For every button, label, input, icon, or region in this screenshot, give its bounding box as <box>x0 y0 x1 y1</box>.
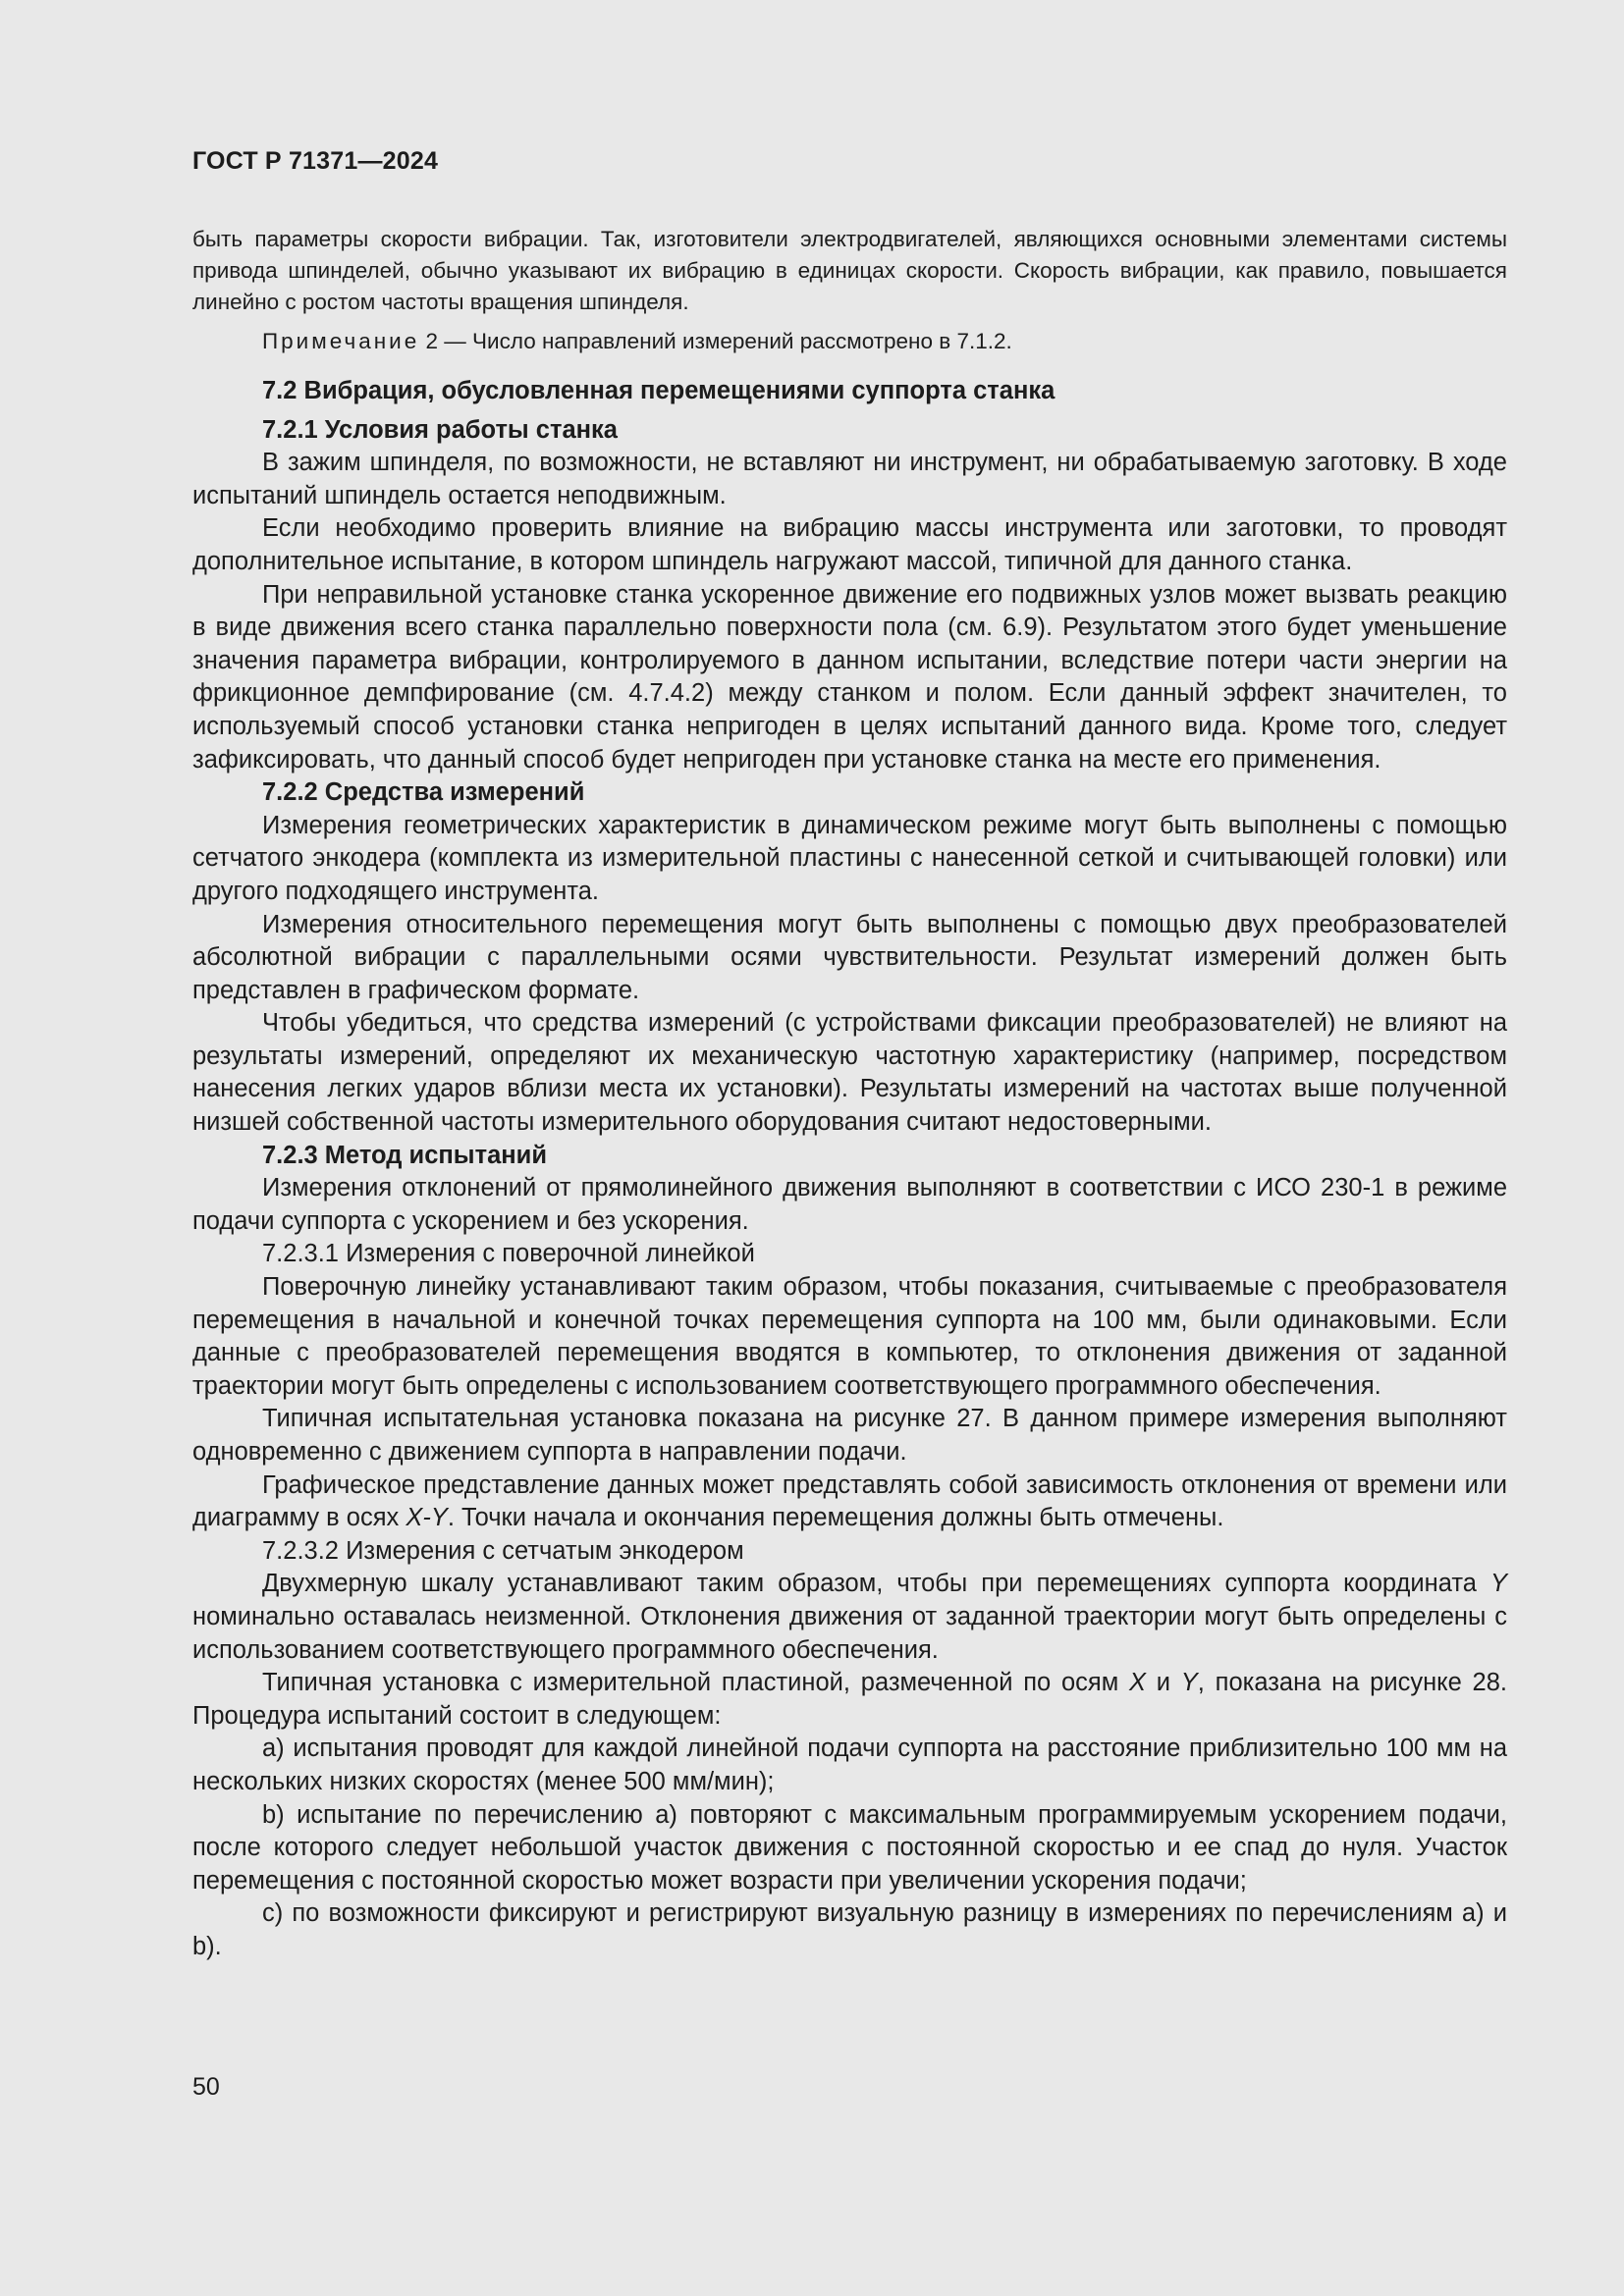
paragraph: Если необходимо проверить влияние на вибрацию массы инструмента или заготовки, то проводят дополнительное испытание, в котором шпиндель нагружают массой, типичной для данного станка. <box>192 514 1507 575</box>
document-code-header: ГОСТ Р 71371—2024 <box>192 147 439 175</box>
text-run: Типичная установка с измерительной пластиной, размеченной по осям <box>262 1669 1129 1697</box>
axis-label: X <box>1129 1669 1147 1697</box>
note <box>192 326 1507 357</box>
axis-label: Y <box>1489 1570 1507 1598</box>
paragraph: Чтобы убедиться, что средства измерений (с устройствами фиксации преобразователей) не влияют на результаты измерений, определяют их механическую частотную характеристику (например, посредством нанесения легких ударов вблизи места их установки). Результаты измерений на частотах выше полученной низшей собственной частоты измерительного оборудования считают недостоверными. <box>192 1009 1507 1137</box>
paragraph: При неправильной установке станка ускоренное движение его подвижных узлов может вызвать реакцию в виде движения всего станка параллельно поверхности пола (см. 6.9). Результатом этого будет уменьшение значения параметра вибрации, контролируемого в данном испытании, вследствие потери части энергии на фрикционное демпфирование (см. 4.7.4.2) между станком и полом. Если данный эффект значителен, то используемый способ установки станка непригоден в целях испытаний данного вида. Кроме того, следует зафиксировать, что данный способ будет непригоден при установке станка на месте его применения. <box>192 580 1507 774</box>
text-run: , показана на рисунке 28. Процедура испытаний состоит в следующем: <box>192 1669 1507 1730</box>
text-run: Графическое представление данных может представлять собой зависимость отклонения от времени или диаграмму в осях <box>192 1470 1507 1532</box>
section-7-2-3-1-heading: 7.2.3.1 Измерения с поверочной линейкой <box>262 1240 755 1268</box>
section-7-2-3-heading: 7.2.3 Метод испытаний <box>262 1141 548 1169</box>
list-item-a: a) испытания проводят для каждой линейной подачи суппорта на расстояние приблизительно 100 мм на нескольких низких скоростях (менее 500 мм/мин); <box>192 1735 1507 1795</box>
text-run: . Точки начала и окончания перемещения должны быть отмечены. <box>447 1504 1224 1532</box>
section-7-2-heading: 7.2 Вибрация, обусловленная перемещениями суппорта станка <box>262 377 1056 404</box>
page-content <box>192 224 1507 1964</box>
paragraph: В зажим шпинделя, по возможности, не вставляют ни инструмент, ни обрабатываемую заготовку. В ходе испытаний шпиндель остается неподвижным. <box>192 449 1507 509</box>
axis-label: Y <box>1180 1669 1198 1697</box>
paragraph: Поверочную линейку устанавливают таким образом, чтобы показания, считываемые с преобразователя перемещения в начальной и конечной точках перемещения суппорта на 100 мм, были одинаковыми. Если данные с преобразователей перемещения вводятся в компьютер, то отклонения движения от заданной траектории могут быть определены с использованием соответствующего программного обеспечения. <box>192 1273 1507 1400</box>
paragraph <box>192 1667 1507 1733</box>
list-item-c: c) по возможности фиксируют и регистрируют визуальную разницу в измерениях по перечислениям а) и b). <box>192 1899 1507 1960</box>
paragraph <box>192 1568 1507 1667</box>
paragraph: Измерения геометрических характеристик в динамическом режиме могут быть выполнены с помощью сетчатого энкодера (комплекта из измерительной пластины с нанесенной сеткой и считывающей головки) или другого подходящего инструмента. <box>192 811 1507 905</box>
note-text: 2 — Число направлений измерений рассмотрено в 7.1.2. <box>419 329 1012 353</box>
paragraph: Типичная испытательная установка показана на рисунке 27. В данном примере измерения выполняют одновременно с движением суппорта в направлении подачи. <box>192 1405 1507 1466</box>
text-run: номинально оставалась неизменной. Отклонения движения от заданной траектории могут быть определены с использованием соответствующего программного обеспечения. <box>192 1602 1507 1664</box>
paragraph: Измерения отклонений от прямолинейного движения выполняют в соответствии с ИСО 230-1 в режиме подачи суппорта с ускорением и без ускорения. <box>192 1174 1507 1235</box>
list-item-b: b) испытание по перечислению а) повторяют с максимальным программируемым ускорением подачи, после которого следует небольшой участок движения с постоянной скоростью и ее спад до нуля. Участок перемещения с постоянной скоростью может возрасти при увеличении ускорения подачи; <box>192 1800 1507 1895</box>
text-run: Двухмерную шкалу устанавливают таким образом, чтобы при перемещениях суппорта координата <box>262 1570 1490 1598</box>
note-label: Примечание <box>262 329 420 353</box>
section-7-2-2-heading: 7.2.2 Средства измерений <box>262 778 585 807</box>
section-7-2-3-2-heading: 7.2.3.2 Измерения с сетчатым энкодером <box>262 1536 744 1565</box>
intro-paragraph: быть параметры скорости вибрации. Так, изготовители электродвигателей, являющихся основными элементами системы привода шпинделей, обычно указывают их вибрацию в единицах скорости. Скорость вибрации, как правило, повышается линейно с ростом частоты вращения шпинделя. <box>192 227 1507 314</box>
text-run: и <box>1146 1669 1181 1697</box>
paragraph: Измерения относительного перемещения могут быть выполнены с помощью двух преобразователей абсолютной вибрации с параллельными осями чувствительности. Результат измерений должен быть представлен в графическом формате. <box>192 910 1507 1004</box>
axis-label: X-Y <box>406 1504 448 1532</box>
paragraph <box>192 1469 1507 1535</box>
section-7-2-1-heading: 7.2.1 Условия работы станка <box>262 415 618 444</box>
page-number: 50 <box>192 2073 220 2101</box>
